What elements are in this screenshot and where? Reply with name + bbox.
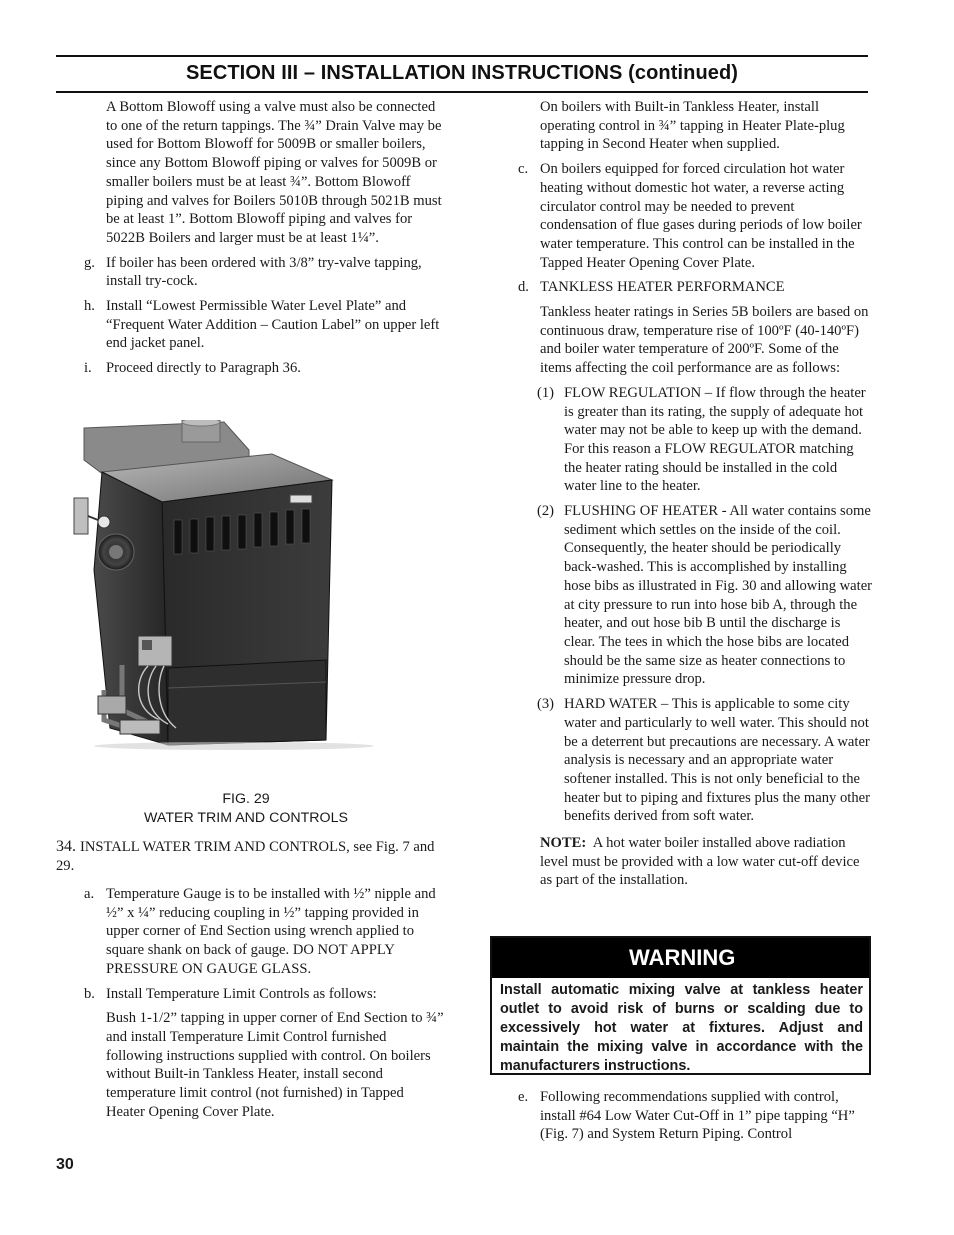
item-b — [56, 985, 446, 1004]
sub-item-label: (3) — [537, 696, 555, 713]
paragraph-34-heading — [56, 838, 436, 875]
item-label: g. — [84, 254, 95, 271]
item-h — [56, 297, 446, 353]
item-text: TANKLESS HEATER PERFORMANCE — [540, 279, 785, 296]
paragraph-34-body — [56, 885, 446, 1121]
sub-item-flushing — [490, 502, 873, 689]
item-label: h. — [84, 298, 95, 315]
page-number: 30 — [56, 1156, 74, 1173]
paragraph-number: 34. — [56, 838, 76, 855]
item-label: b. — [84, 985, 95, 1002]
item-label: a. — [84, 886, 95, 902]
paragraph-title: INSTALL WATER TRIM AND CONTROLS, see Fig. 7 and 29. — [56, 839, 435, 874]
boiler-photo — [64, 420, 440, 750]
item-text: Following recommendations supplied with control, install #64 Low Water Cut-Off in 1” pipe tapping “H” (Fig. 7) and System Return Piping. Control — [540, 1089, 855, 1143]
continued-paragraph: On boilers with Built-in Tankless Heater, install operating control in ¾” tapping in Heater Plate-plug tapping in Second Heater when supplied. — [540, 99, 845, 153]
sub-item-flow-regulation — [490, 384, 873, 496]
figure-caption — [56, 790, 436, 828]
sub-item-label: (1) — [537, 384, 555, 401]
item-g — [56, 254, 446, 291]
header-rule-bottom — [56, 91, 868, 93]
warning-text: Install automatic mixing valve at tankless heater outlet to avoid risk of burns or scalding due to excessively hot water at fixtures. Adjust and maintain the mixing valve in accordance with the manufacturers instructions. — [500, 982, 863, 1074]
item-label: d. — [518, 279, 529, 296]
item-d — [490, 278, 873, 297]
sub-item-text: FLOW REGULATION – If flow through the heater is greater than its rating, the supply of adequate hot water may not be able to keep up with the demand. For this reason a FLOW REGULATOR matching the heater rating should be installed in the cold water line to the heater. — [564, 384, 866, 495]
sub-item-label: (2) — [537, 503, 555, 520]
bottom-blowoff-paragraph: A Bottom Blowoff using a valve must also be connected to one of the return tappings. The ¾” Drain Valve may be used for Bottom Blowoff for 5009B or smaller boilers, since any Bottom Blowoff piping or valves for 5009B or smaller boilers must be at least ¾”. Bottom Blowoff piping and valves for Boilers 5010B through 5021B must be at least 1”. Bottom Blowoff piping and valves for 5022B Boilers and larger must be at least 1¼”. — [106, 99, 442, 246]
item-label: i. — [84, 360, 92, 377]
item-e — [490, 1088, 873, 1144]
item-e-row — [490, 1088, 873, 1144]
item-b-paragraph: Bush 1-1/2” tapping in upper corner of End Section to ¾” and install Temperature Limit Control furnished following instructions supplied with control. On boilers without Built-in Tankless Heater, install second temperature limit control (not furnished) in Tapped Heater Opening Cover Plate. — [106, 1010, 444, 1120]
item-text: Proceed directly to Paragraph 36. — [106, 360, 301, 377]
figure-title: WATER TRIM AND CONTROLS — [144, 810, 348, 826]
figure-number: FIG. 29 — [222, 791, 270, 807]
sub-item-hard-water — [490, 695, 873, 826]
item-text: Temperature Gauge is to be installed with ½” nipple and ½” x ¼” reducing coupling in ½” tapping provided in upper corner of End Section using wrench applied to square shank on back of gauge. DO NOT APPLY PRESSURE ON GAUGE GLASS. — [106, 886, 436, 977]
header-rule-top — [56, 55, 868, 57]
item-d-paragraph: Tankless heater ratings in Series 5B boilers are based on continuous draw, temperature rise of 100ºF (40-140ºF) and boiler water temperature of 200ºF. Some of the items affecting the coil performance are as follows: — [540, 304, 869, 377]
note-text: A hot water boiler installed above radiation level must be provided with a low water cut-off device as part of the installation. — [540, 835, 860, 889]
item-text: Install Temperature Limit Controls as follows: — [106, 985, 377, 1002]
item-label: e. — [518, 1089, 529, 1105]
item-i — [56, 359, 446, 378]
item-text: On boilers equipped for forced circulation hot water heating without domestic hot water, a reverse acting circulator control may be needed to prevent condensation of flue gases during periods of low boiler water temperature. This control can be installed in the Tapped Heater Opening Cover Plate. — [540, 161, 862, 271]
note-label: NOTE: — [540, 835, 587, 852]
item-a — [56, 885, 446, 979]
sub-item-text: FLUSHING OF HEATER - All water contains some sediment which settles on the inside of the coil. Consequently, the heater should be periodically back-washed. This is accomplished by installing hose bibs as illustrated in Fig. 30 and allowing water at city pressure to run into hose bib A, through the heater, and out hose bib B until the discharge is clear. The tees in which the hose bibs are located should be the same size as heater connections to minimize pressure drop. — [564, 503, 873, 688]
item-text: Install “Lowest Permissible Water Level Plate” and “Frequent Water Addition – Caution Label” on upper left end jacket panel. — [106, 298, 440, 352]
right-column — [490, 98, 873, 890]
item-label: c. — [518, 161, 529, 178]
warning-box — [490, 936, 871, 1075]
item-c — [490, 160, 873, 272]
item-text: If boiler has been ordered with 3/8” try-valve tapping, install try-cock. — [106, 254, 422, 290]
sub-item-text: HARD WATER – This is applicable to some city water and particularly to well water. This should not be a deterrent but precautions are necessary. A water analysis is necessary and an appropriate water softener installed. This is not only beneficial to the heater but to piping and fixtures plus the many other benefits derived from soft water. — [564, 696, 870, 825]
note-paragraph — [540, 834, 873, 890]
warning-heading: WARNING — [492, 938, 869, 978]
section-title: SECTION III – INSTALLATION INSTRUCTIONS (continued) — [185, 62, 739, 84]
left-column — [56, 98, 446, 378]
